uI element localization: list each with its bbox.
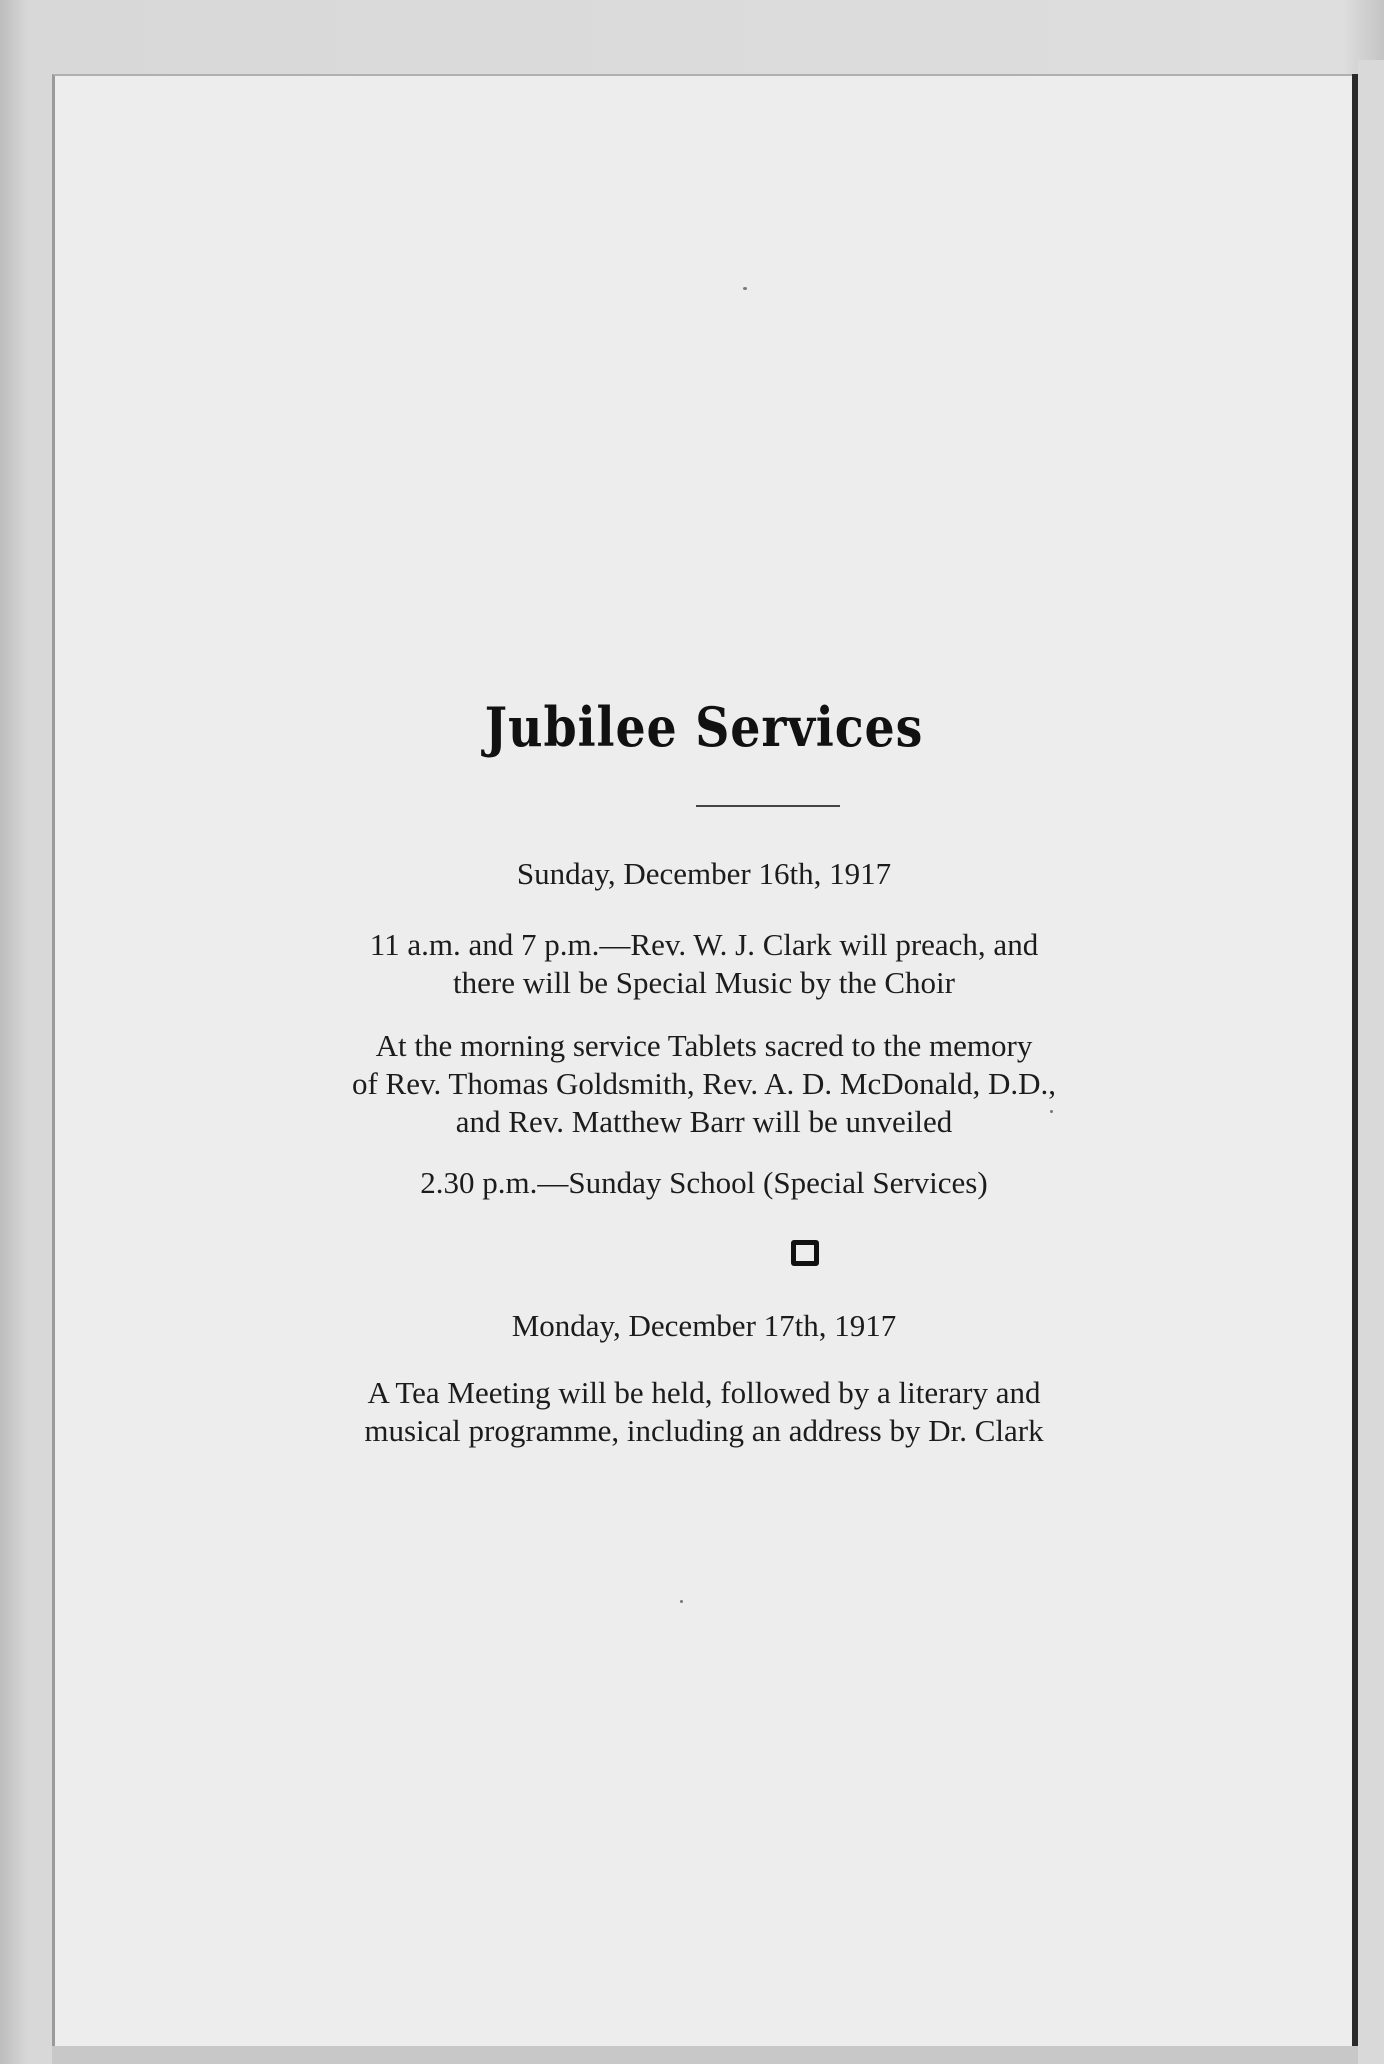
sunday-date: Sunday, December 16th, 1917 — [516, 856, 892, 891]
dust-speck — [743, 287, 747, 290]
tablets-line-3: and Rev. Matthew Barr will be unveiled — [455, 1104, 953, 1139]
facing-page-strip — [1358, 60, 1384, 2064]
tea-meeting-line-1: A Tea Meeting will be held, followed by a literary and — [367, 1375, 1041, 1410]
bottom-edge — [52, 2046, 1358, 2064]
tablets-line-1: At the morning service Tablets sacred to the memory — [375, 1028, 1033, 1063]
section-ornament-icon — [791, 1240, 819, 1266]
dust-speck — [680, 1600, 683, 1603]
sunday-school-line: 2.30 p.m.—Sunday School (Special Services) — [420, 1165, 988, 1200]
tea-meeting-line-2: musical programme, including an address by Dr. Clark — [364, 1413, 1044, 1448]
monday-date: Monday, December 17th, 1917 — [511, 1308, 897, 1343]
sunday-service-line-2: there will be Special Music by the Choir — [453, 965, 955, 1000]
sunday-service-line-1: 11 a.m. and 7 p.m.—Rev. W. J. Clark will preach, and — [369, 927, 1039, 962]
title-rule — [696, 805, 840, 807]
page-title: Jubilee Services — [484, 695, 924, 759]
tablets-line-2: of Rev. Thomas Goldsmith, Rev. A. D. McDonald, D.D., — [351, 1066, 1057, 1101]
